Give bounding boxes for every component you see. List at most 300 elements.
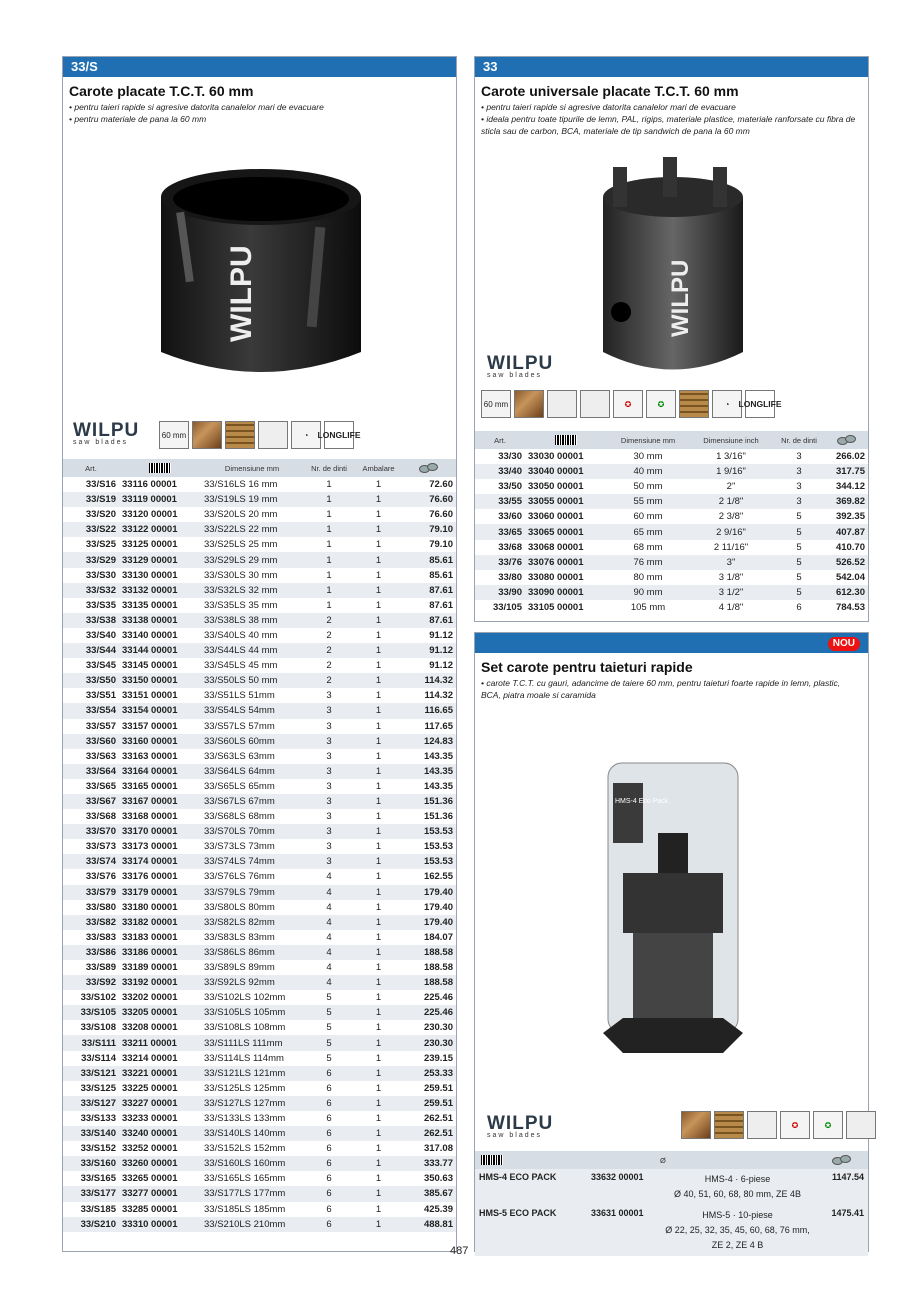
cell-dim: 33/S108LS 108mm — [204, 1022, 286, 1034]
cell-num: 1 — [355, 703, 402, 718]
cell-art: 33/S19 — [63, 492, 119, 507]
cell-code: 33163 00001 — [122, 750, 178, 762]
cell-num: 1 — [375, 871, 382, 883]
cell-code: 33208 00001 — [122, 1022, 178, 1034]
drywall-icon — [258, 421, 288, 449]
cell-code: 33164 00001 — [119, 764, 201, 779]
cell-num: 3 — [796, 451, 802, 463]
table-row — [63, 1081, 456, 1096]
cell-num: 40 mm — [607, 464, 689, 479]
table-row — [63, 1186, 456, 1201]
section-tag: 33/S — [63, 57, 456, 77]
table-row — [475, 1205, 868, 1256]
cell-art: 33/S152 — [80, 1143, 116, 1155]
table-row — [63, 960, 456, 975]
cell-num: 1 — [355, 1066, 402, 1081]
cell-code: 33150 00001 — [119, 673, 201, 688]
cell-code: 33090 00001 — [525, 585, 607, 600]
cell-price: 76.60 — [429, 509, 453, 521]
cell-num: 1 — [326, 539, 332, 551]
cell-price: 124.83 — [402, 734, 456, 749]
cell-art: 33/S92 — [63, 975, 119, 990]
cell-art: 33/S64 — [63, 764, 119, 779]
cell-dim: 33/S82LS 82mm — [201, 915, 303, 930]
cell-num: 1 — [355, 522, 402, 537]
cell-code: 33631 00001 — [587, 1205, 659, 1256]
cell-dim: 33/S177LS 177mm — [201, 1186, 303, 1201]
page-number: 487 — [450, 1245, 469, 1257]
cell-price: 91.12 — [402, 643, 456, 658]
cell-art: 33/S57 — [85, 720, 116, 732]
cell-code: 33173 00001 — [122, 841, 178, 853]
table-row — [63, 1171, 456, 1186]
cell-code: 33122 00001 — [119, 522, 201, 537]
cell-num: 6 — [326, 1112, 332, 1124]
cell-num: 1 — [355, 1126, 402, 1141]
table-row — [63, 1051, 456, 1066]
cell-price: 116.65 — [402, 703, 456, 718]
cell-dim: 33/S20LS 20 mm — [204, 509, 278, 521]
cell-num: 55 mm — [607, 494, 689, 509]
cell-art: 33/S30 — [85, 569, 116, 581]
desc-line: Ø 22, 25, 32, 35, 45, 60, 68, 76 mm, — [665, 1225, 810, 1235]
cell-art: 33/S133 — [80, 1112, 116, 1124]
col-pack: Ambalare — [355, 459, 402, 477]
cell-price: 79.10 — [429, 539, 453, 551]
cell-num: 3 1/2" — [689, 585, 773, 600]
cell-art: 33/S121 — [63, 1066, 119, 1081]
cell-dim: 33/S165LS 165mm — [204, 1173, 286, 1185]
cell-dim: 33/S54LS 54mm — [201, 703, 303, 718]
cell-art: 33/S44 — [63, 643, 119, 658]
cell-art: 33/S74 — [63, 854, 119, 869]
table-row — [63, 568, 456, 583]
cell-code: 33170 00001 — [119, 824, 201, 839]
cell-dim: 33/S64LS 64mm — [201, 764, 303, 779]
cell-price: 85.61 — [402, 552, 456, 567]
table-row — [63, 598, 456, 613]
cell-num: 1 — [375, 1082, 382, 1094]
plywood-icon — [714, 1111, 744, 1139]
table-row — [475, 449, 868, 464]
table-row — [63, 930, 456, 945]
depth-icon: 60 mm — [159, 421, 189, 449]
cell-code: 33167 00001 — [119, 794, 201, 809]
cell-num: 6 — [303, 1217, 355, 1232]
cell-art: 33/S83 — [85, 931, 116, 943]
cell-num: 3 — [303, 794, 355, 809]
cell-price: 262.51 — [402, 1126, 456, 1141]
cell-art: 33/S177 — [63, 1186, 119, 1201]
cell-code: 33632 00001 — [591, 1172, 644, 1182]
col-barcode — [119, 459, 201, 477]
cell-art: 33/S76 — [85, 871, 116, 883]
cell-num: 6 — [326, 1203, 332, 1215]
desc-line: Ø 40, 51, 60, 68, 80 mm, ZE 4B — [673, 1189, 802, 1199]
cell-price: 385.67 — [402, 1186, 456, 1201]
table-row — [475, 555, 868, 570]
cell-num: 1 — [355, 492, 402, 507]
cell-code: 33205 00001 — [119, 1005, 201, 1020]
cell-num: 3 — [326, 841, 332, 853]
cell-art: 33/S80 — [85, 901, 116, 913]
cell-num: 4 — [303, 945, 355, 960]
cell-code: 33116 00001 — [122, 479, 177, 491]
cell-art: 33/S29 — [63, 552, 119, 567]
cell-art: 33/55 — [475, 494, 525, 509]
table-row — [63, 703, 456, 718]
cell-code: 33182 00001 — [119, 915, 201, 930]
table-row — [475, 600, 868, 615]
cell-num: 1 — [375, 1112, 382, 1124]
cell-desc — [659, 1205, 816, 1256]
cell-code: 33240 00001 — [119, 1126, 201, 1141]
cell-art: 33/S111 — [63, 1035, 119, 1050]
cell-num: 3 — [303, 824, 355, 839]
panel-icon — [580, 390, 610, 418]
cell-num: 4 — [303, 975, 355, 990]
cell-num: 1 — [326, 569, 332, 581]
cell-art: 33/S210 — [63, 1217, 119, 1232]
cell-art: 33/S185 — [80, 1203, 116, 1215]
cell-num: 2 — [303, 643, 355, 658]
cell-num: 65 mm — [607, 524, 689, 539]
table-row — [63, 1096, 456, 1111]
cell-code: 33221 00001 — [119, 1066, 201, 1081]
table-row — [63, 507, 456, 522]
cell-num: 3 — [773, 464, 825, 479]
cell-num: 1 — [355, 945, 402, 960]
cell-dim: 33/S102LS 102mm — [204, 992, 286, 1004]
cell-dim: 33/S63LS 63mm — [204, 750, 275, 762]
wood-icon — [681, 1111, 711, 1139]
col-price — [816, 1151, 868, 1169]
long-life-icon: LONG LIFE — [745, 390, 775, 418]
cell-code: 33174 00001 — [119, 854, 201, 869]
cell-code: 33233 00001 — [122, 1112, 178, 1124]
cell-art: 33/S89 — [85, 962, 116, 974]
cell-price: 79.10 — [402, 522, 456, 537]
cell-num: 5 — [773, 555, 825, 570]
cell-price: 72.60 — [429, 479, 453, 491]
cell-num: 80 mm — [633, 571, 663, 583]
cell-num: 4 — [326, 931, 332, 943]
cell-code: 33165 00001 — [122, 780, 178, 792]
cell-num: 76 mm — [607, 555, 689, 570]
cell-num: 1 — [375, 780, 382, 792]
cell-dim: 33/S105LS 105mm — [201, 1005, 303, 1020]
col-art: Art. — [475, 431, 525, 449]
cell-price: 87.61 — [429, 599, 453, 611]
cell-code: 33252 00001 — [122, 1143, 178, 1155]
cell-price: 230.30 — [402, 1035, 456, 1050]
cell-dim: 33/S79LS 79mm — [201, 885, 303, 900]
cell-art: 33/S108 — [80, 1022, 116, 1034]
cell-art: HMS-5 ECO PACK — [475, 1205, 587, 1256]
cell-num: 1 — [375, 901, 382, 913]
cell-num: 5 — [773, 585, 825, 600]
cell-price: 143.35 — [423, 750, 453, 762]
cell-dim: 33/S140LS 140mm — [201, 1126, 303, 1141]
wood-icon — [514, 390, 544, 418]
cell-num: 30 mm — [633, 451, 663, 463]
cell-num: 5 — [303, 1005, 355, 1020]
cell-price: 87.61 — [402, 583, 456, 598]
cell-code: 33202 00001 — [122, 992, 178, 1004]
cell-num: 5 — [796, 541, 802, 553]
cell-dim: 33/S30LS 30 mm — [204, 569, 278, 581]
cell-code: 33145 00001 — [122, 660, 178, 672]
table-row — [63, 734, 456, 749]
cell-price: 410.70 — [835, 541, 865, 553]
cell-num: 3 — [326, 811, 332, 823]
cell-price: 230.30 — [423, 1022, 453, 1034]
cell-num: 3 — [303, 703, 355, 718]
cell-art: HMS-4 ECO PACK — [479, 1172, 557, 1182]
cell-price: 526.52 — [825, 555, 868, 570]
cell-dim: 33/S74LS 74mm — [201, 854, 303, 869]
cell-num: 1 — [375, 1143, 382, 1155]
col-art: Art. — [63, 459, 119, 477]
cell-num: 1 — [355, 885, 402, 900]
cell-num: 3 — [326, 750, 332, 762]
cell-price: 117.65 — [424, 720, 453, 732]
cell-num: 3 1/8" — [718, 571, 744, 583]
table-row — [63, 477, 456, 492]
cell-num: 1 — [375, 811, 382, 823]
cell-dim: 33/S83LS 83mm — [204, 931, 275, 943]
cell-num: 3 — [303, 734, 355, 749]
cell-art: 33/68 — [498, 541, 522, 553]
table-row — [63, 1111, 456, 1126]
table-row — [63, 658, 456, 673]
cell-art: 33/S67 — [63, 794, 119, 809]
cell-code: 33168 00001 — [122, 811, 178, 823]
cell-code: 33065 00001 — [525, 524, 607, 539]
cell-dim: 33/S44LS 44 mm — [201, 643, 303, 658]
cell-code: 33179 00001 — [119, 885, 201, 900]
cell-price: 225.46 — [402, 1005, 456, 1020]
cell-art: 33/S105 — [63, 1005, 119, 1020]
cell-price: 369.82 — [825, 494, 868, 509]
coins-icon — [419, 463, 439, 472]
cell-num: 5 — [796, 511, 802, 523]
cell-price: 612.30 — [825, 585, 868, 600]
cell-code: 33060 00001 — [528, 511, 584, 523]
fiber-icon: ✪ — [646, 390, 676, 418]
cell-num: 1 — [375, 841, 382, 853]
brick-icon — [846, 1111, 876, 1139]
cell-num: 1 — [355, 1035, 402, 1050]
cell-code: 33189 00001 — [122, 962, 178, 974]
cell-dim: 33/S38LS 38 mm — [201, 613, 303, 628]
cell-num: 1 — [355, 673, 402, 688]
drywall-icon — [547, 390, 577, 418]
svg-text:WILPU: WILPU — [667, 259, 694, 337]
right-top-panel — [474, 56, 869, 622]
brand-logo: WILPU saw blades — [73, 420, 140, 446]
col-price — [402, 459, 456, 477]
cell-art: 33/S20 — [85, 509, 116, 521]
table-row — [63, 537, 456, 552]
cell-art: 33/S25 — [85, 539, 116, 551]
cell-num: 1 — [355, 1096, 402, 1111]
bullet: • pentru taieri rapide si agresive datorita canalelor mari de evacuare — [69, 102, 324, 112]
cell-num: 68 mm — [633, 541, 663, 553]
table-row — [63, 945, 456, 960]
cell-art: 33/105 — [492, 601, 522, 613]
cell-price: 184.07 — [423, 931, 453, 943]
table-row — [63, 854, 456, 869]
cell-dim: 33/S29LS 29 mm — [201, 552, 303, 567]
cell-num: 1 — [375, 720, 382, 732]
cell-num: 4 — [303, 915, 355, 930]
cell-art: 33/S50 — [63, 673, 119, 688]
cell-num: 6 — [326, 1082, 332, 1094]
cell-num: 5 — [303, 1035, 355, 1050]
table-row — [63, 1126, 456, 1141]
sandwich-icon — [679, 390, 709, 418]
table-row — [63, 764, 456, 779]
cell-num: 1 — [375, 479, 382, 491]
cell-dim: 33/S152LS 152mm — [204, 1143, 286, 1155]
cell-dim: 33/S32LS 32 mm — [201, 583, 303, 598]
cell-price: 179.40 — [423, 901, 453, 913]
cell-dim: 33/S185LS 185mm — [204, 1203, 286, 1215]
cell-num: 1 — [375, 599, 382, 611]
cell-dim: 33/S68LS 68mm — [204, 811, 275, 823]
table-row — [63, 839, 456, 854]
table-row — [63, 673, 456, 688]
cell-code: 33140 00001 — [122, 629, 178, 641]
cell-price: 488.81 — [402, 1217, 456, 1232]
cell-price: 151.36 — [423, 811, 453, 823]
cell-code: 33105 00001 — [528, 601, 584, 613]
cell-code: 33076 00001 — [525, 555, 607, 570]
brand-logo: WILPU saw blades — [487, 1113, 554, 1139]
table-row — [63, 583, 456, 598]
desc-line: HMS-4 · 6-piese — [704, 1174, 771, 1184]
cell-art: 33/30 — [498, 451, 522, 463]
bullet: • carote T.C.T. cu gauri, adancime de taiere 60 mm, pentru taieturi foarte rapide in lemn, plastic, BCA, piatra moale si caramida — [481, 678, 841, 700]
cell-num: 1 — [375, 1052, 382, 1064]
section-tag — [475, 633, 868, 653]
cell-num: 6 — [326, 1143, 332, 1155]
cell-price: 425.39 — [423, 1203, 453, 1215]
cell-art: 33/S51 — [85, 690, 116, 702]
table-row — [63, 719, 456, 734]
table-row — [475, 524, 868, 539]
table-row — [63, 1005, 456, 1020]
cell-art: 33/S54 — [63, 703, 119, 718]
cell-dim: 33/S133LS 133mm — [204, 1112, 286, 1124]
cell-num: 2 11/16" — [713, 541, 749, 553]
col-dim: Dimensiune mm — [201, 459, 303, 477]
cell-desc — [659, 1169, 816, 1205]
cell-dim: 33/S86LS 86mm — [201, 945, 303, 960]
plastic-icon: ✪ — [780, 1111, 810, 1139]
table-row — [63, 522, 456, 537]
cell-price: 188.58 — [402, 975, 456, 990]
cell-price: 188.58 — [402, 945, 456, 960]
cell-code: 33157 00001 — [122, 720, 178, 732]
cell-num: 1 — [303, 552, 355, 567]
cell-num: 1 — [375, 569, 382, 581]
cell-num: 1 — [355, 1156, 402, 1171]
cell-dim: 33/S16LS 16 mm — [204, 479, 278, 491]
table-row — [63, 628, 456, 643]
cell-code: 33151 00001 — [122, 690, 178, 702]
cell-art: 33/S102 — [80, 992, 116, 1004]
cell-art: 33/S65 — [85, 780, 116, 792]
cell-art: 33/S125 — [80, 1082, 116, 1094]
cell-code: 33050 00001 — [528, 481, 584, 493]
cell-art: 33/S82 — [63, 915, 119, 930]
cell-dim: 33/S60LS 60mm — [201, 734, 303, 749]
cell-num: 1 3/16" — [716, 451, 746, 463]
cell-num: 2 1/8" — [689, 494, 773, 509]
cell-art: 33/S140 — [63, 1126, 119, 1141]
cell-dim: 33/S125LS 125mm — [204, 1082, 286, 1094]
cell-num: 3 — [796, 481, 802, 493]
cell-art: 33/S127 — [63, 1096, 119, 1111]
cell-price: 350.63 — [423, 1173, 453, 1185]
cell-dim: 33/S160LS 160mm — [201, 1156, 303, 1171]
cell-code: 33138 00001 — [119, 613, 201, 628]
hole-saw-image — [151, 157, 371, 382]
table-row — [63, 824, 456, 839]
table-row — [63, 688, 456, 703]
cell-dim: 33/S67LS 67mm — [201, 794, 303, 809]
material-icons — [159, 421, 361, 449]
cell-num: 1 — [326, 479, 332, 491]
col-dia: Ø — [659, 1151, 816, 1169]
cell-dim: 33/S127LS 127mm — [201, 1096, 303, 1111]
table-row — [475, 464, 868, 479]
table-row — [63, 1066, 456, 1081]
cell-code: 33135 00001 — [122, 599, 178, 611]
cell-num: 1 — [375, 509, 382, 521]
cell-num: 1 — [355, 583, 402, 598]
cell-code: 33183 00001 — [122, 931, 178, 943]
cell-num: 3 — [326, 690, 332, 702]
cell-num: 1 — [303, 492, 355, 507]
cell-num: 1 — [355, 613, 402, 628]
material-icons — [481, 390, 782, 418]
cell-price: 407.87 — [825, 524, 868, 539]
cell-art: 33/50 — [498, 481, 522, 493]
cell-num: 5 — [796, 571, 802, 583]
cell-price: 91.12 — [429, 629, 453, 641]
cell-num: 1 — [375, 992, 382, 1004]
cell-price: 266.02 — [835, 451, 865, 463]
cell-num: 1 — [355, 1217, 402, 1232]
cell-code: 33260 00001 — [119, 1156, 201, 1171]
cell-code: 33154 00001 — [119, 703, 201, 718]
cell-code: 33225 00001 — [122, 1082, 178, 1094]
cell-num: 6 — [303, 1186, 355, 1201]
cell-dim: 33/S89LS 89mm — [204, 962, 275, 974]
speed-gauge-icon: ◔ — [712, 390, 742, 418]
cell-price: 259.51 — [402, 1096, 456, 1111]
cell-num: 1 — [375, 629, 382, 641]
cell-code: 33129 00001 — [119, 552, 201, 567]
cell-num: 5 — [773, 524, 825, 539]
cell-num: 2 — [303, 613, 355, 628]
cell-num: 4 — [326, 871, 332, 883]
cell-dim: 33/S73LS 73mm — [204, 841, 275, 853]
cell-num: 3 — [326, 780, 332, 792]
